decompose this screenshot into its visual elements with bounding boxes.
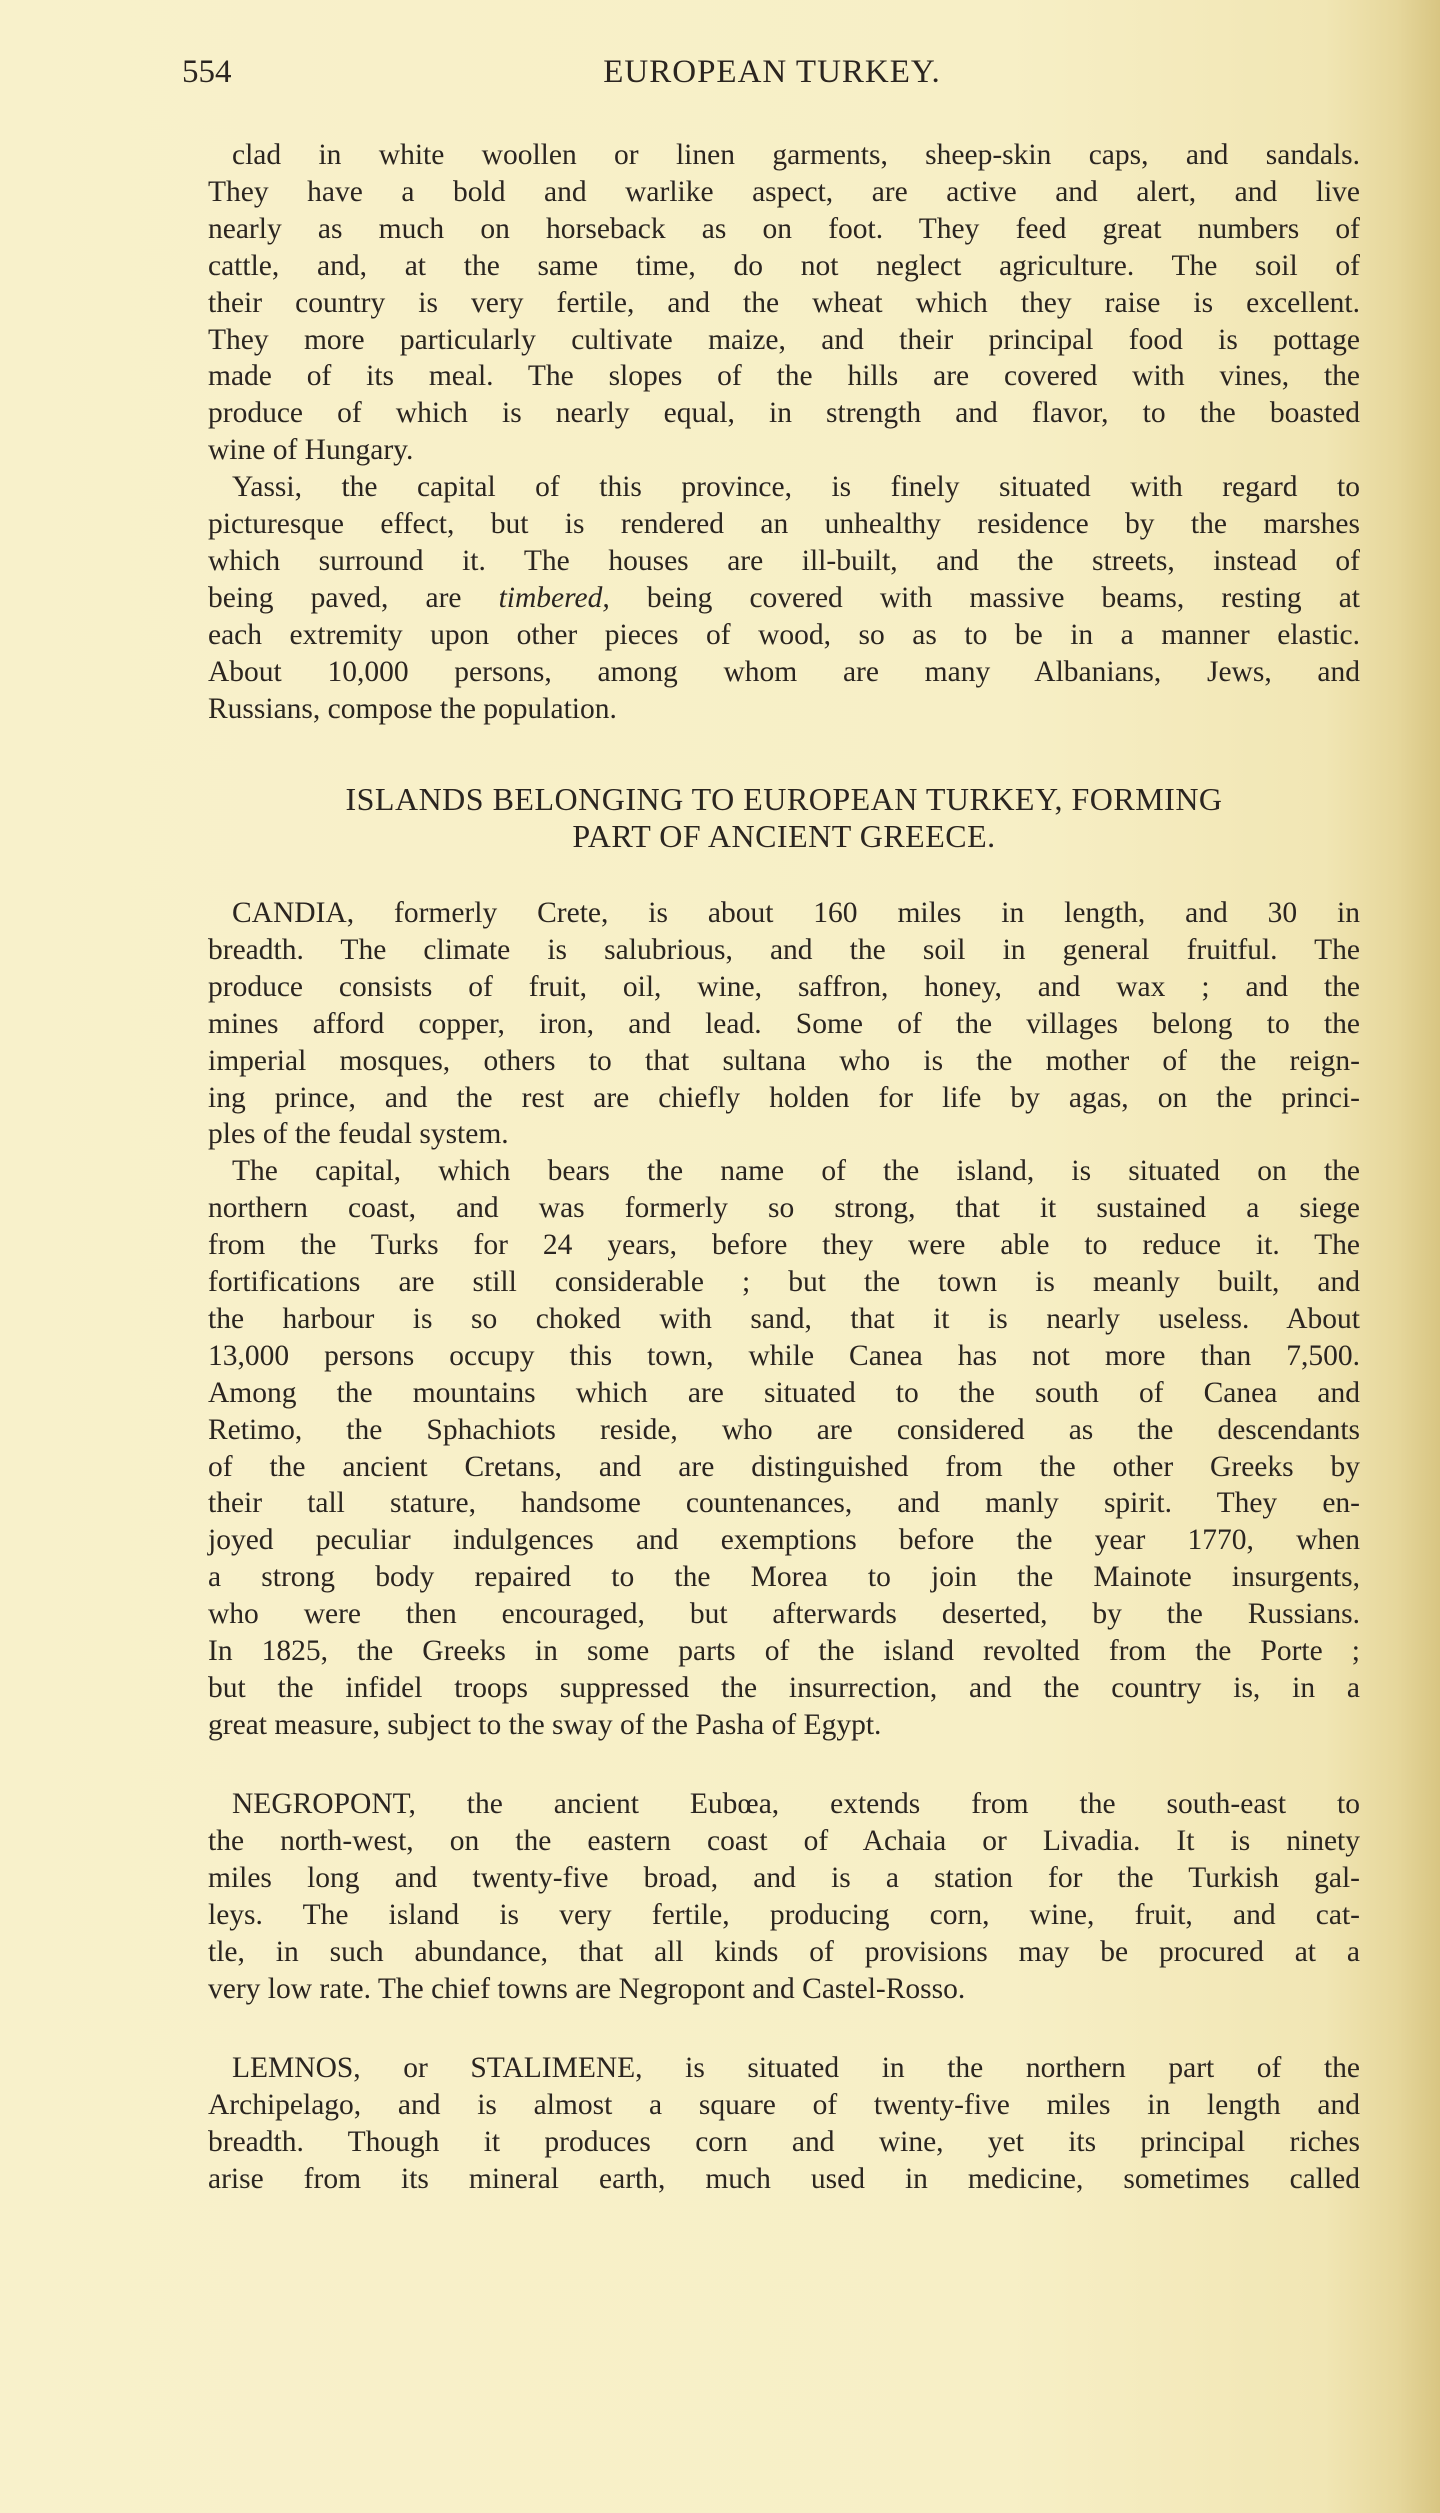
- paragraph-hungary-line: wine of Hungary.: [208, 434, 414, 467]
- paragraph-negropont-line: the north-west, on the eastern coast of Achaia or Livadia. It is ninety: [208, 1824, 1360, 1857]
- paragraph-yassi-line: About 10,000 persons, among whom are many Albanians, Jews, and: [208, 655, 1360, 688]
- paragraph-candia-line: breadth. The climate is salubrious, and the soil in general fruitful. The: [208, 933, 1360, 966]
- paragraph-lemnos-line: LEMNOS, or STALIMENE, is situated in the northern part of the: [232, 2052, 1360, 2084]
- paragraph-hungary-line: produce of which is nearly equal, in strength and flavor, to the boasted: [208, 397, 1360, 430]
- paragraph-candia-line: imperial mosques, others to that sultana who is the mother of the reign-: [208, 1044, 1360, 1077]
- paragraph-candia-line: ing prince, and the rest are chiefly holden for life by agas, on the princi-: [208, 1081, 1360, 1114]
- paragraph-capital-line: Retimo, the Sphachiots reside, who are considered as the descendants: [208, 1413, 1360, 1446]
- line-segment: being paved, are: [208, 581, 499, 614]
- paragraph-capital-line: 13,000 persons occupy this town, while Canea has not more than 7,500.: [208, 1339, 1360, 1372]
- paragraph-lemnos-line: Archipelago, and is almost a square of twenty-five miles in length and: [208, 2088, 1360, 2121]
- paragraph-yassi-line: picturesque effect, but is rendered an unhealthy residence by the marshes: [208, 508, 1360, 540]
- paragraph-capital-line: fortifications are still considerable ; but the town is meanly built, and: [208, 1266, 1360, 1298]
- paragraph-capital-line: great measure, subject to the sway of the Pasha of Egypt.: [208, 1708, 882, 1741]
- running-title: EUROPEAN TURKEY.: [603, 54, 941, 90]
- paragraph-capital-line: a strong body repaired to the Morea to join the Mainote insurgents,: [208, 1561, 1360, 1594]
- paragraph-negropont-line: miles long and twenty-five broad, and is a station for the Turkish gal-: [208, 1861, 1360, 1894]
- paragraph-capital-line: who were then encouraged, but afterwards deserted, by the Russians.: [208, 1598, 1360, 1631]
- paragraph-hungary-line: their country is very fertile, and the wheat which they raise is excellent.: [208, 286, 1360, 319]
- paragraph-capital-line: The capital, which bears the name of the island, is situated on the: [232, 1155, 1360, 1188]
- paragraph-negropont-line: tle, in such abundance, that all kinds of provisions may be procured at a: [208, 1935, 1360, 1968]
- paragraph-yassi-line: [208, 580, 1360, 617]
- paragraph-candia-line: produce consists of fruit, oil, wine, saffron, honey, and wax ; and the: [208, 970, 1360, 1003]
- paragraph-capital-line: of the ancient Cretans, and are distinguished from the other Greeks by: [208, 1450, 1360, 1483]
- italic-word: timbered,: [498, 581, 610, 614]
- page-number: 554: [182, 54, 232, 90]
- paragraph-capital-line: In 1825, the Greeks in some parts of the island revolted from the Porte ;: [208, 1635, 1360, 1667]
- paragraph-hungary-line: They have a bold and warlike aspect, are active and alert, and live: [208, 175, 1360, 208]
- paragraph-hungary-line: made of its meal. The slopes of the hills are covered with vines, the: [208, 360, 1360, 393]
- paragraph-capital-line: but the infidel troops suppressed the insurrection, and the country is, in a: [208, 1671, 1360, 1704]
- paragraph-capital-line: joyed peculiar indulgences and exemptions before the year 1770, when: [208, 1524, 1360, 1557]
- paragraph-capital-line: from the Turks for 24 years, before they were able to reduce it. The: [208, 1229, 1360, 1262]
- paragraph-capital-line: their tall stature, handsome countenances, and manly spirit. They en-: [208, 1487, 1360, 1520]
- paragraph-yassi-line: Yassi, the capital of this province, is finely situated with regard to: [232, 471, 1360, 504]
- paragraph-candia-line: ples of the feudal system.: [208, 1118, 509, 1151]
- paragraph-hungary-line: They more particularly cultivate maize, and their principal food is pottage: [208, 323, 1360, 356]
- paragraph-negropont-line: very low rate. The chief towns are Negropont and Castel-Rosso.: [208, 1972, 966, 2005]
- paragraph-hungary-line: clad in white woollen or linen garments, sheep-skin caps, and sandals.: [232, 139, 1360, 171]
- paragraph-candia-line: CANDIA, formerly Crete, is about 160 miles in length, and 30 in: [232, 897, 1360, 929]
- paragraph-yassi-line: Russians, compose the population.: [208, 692, 617, 725]
- paragraph-yassi-line: each extremity upon other pieces of wood, so as to be in a manner elastic.: [208, 618, 1360, 651]
- paragraph-lemnos-line: breadth. Though it produces corn and wine, yet its principal riches: [208, 2125, 1360, 2158]
- running-header: [182, 50, 1362, 94]
- paragraph-negropont-line: NEGROPONT, the ancient Eubœa, extends from the south-east to: [232, 1788, 1360, 1820]
- paragraph-candia-line: mines afford copper, iron, and lead. Some of the villages belong to the: [208, 1007, 1360, 1040]
- paragraph-capital-line: Among the mountains which are situated to the south of Canea and: [208, 1376, 1360, 1409]
- paragraph-hungary-line: nearly as much on horseback as on foot. They feed great numbers of: [208, 212, 1360, 245]
- paragraph-capital-line: the harbour is so choked with sand, that it is nearly useless. About: [208, 1302, 1360, 1335]
- section-heading-line-1: ISLANDS BELONGING TO EUROPEAN TURKEY, FORMING: [345, 781, 1223, 817]
- paragraph-capital-line: northern coast, and was formerly so strong, that it sustained a siege: [208, 1192, 1360, 1225]
- paragraph-negropont-line: leys. The island is very fertile, producing corn, wine, fruit, and cat-: [208, 1898, 1360, 1931]
- line-segment: being covered with massive beams, resting at: [609, 581, 1360, 614]
- section-heading-line-2: PART OF ANCIENT GREECE.: [572, 818, 996, 854]
- paragraph-yassi-line: which surround it. The houses are ill-built, and the streets, instead of: [208, 544, 1360, 577]
- paragraph-hungary-line: cattle, and, at the same time, do not neglect agriculture. The soil of: [208, 249, 1360, 282]
- paragraph-lemnos-line: arise from its mineral earth, much used in medicine, sometimes called: [208, 2162, 1360, 2195]
